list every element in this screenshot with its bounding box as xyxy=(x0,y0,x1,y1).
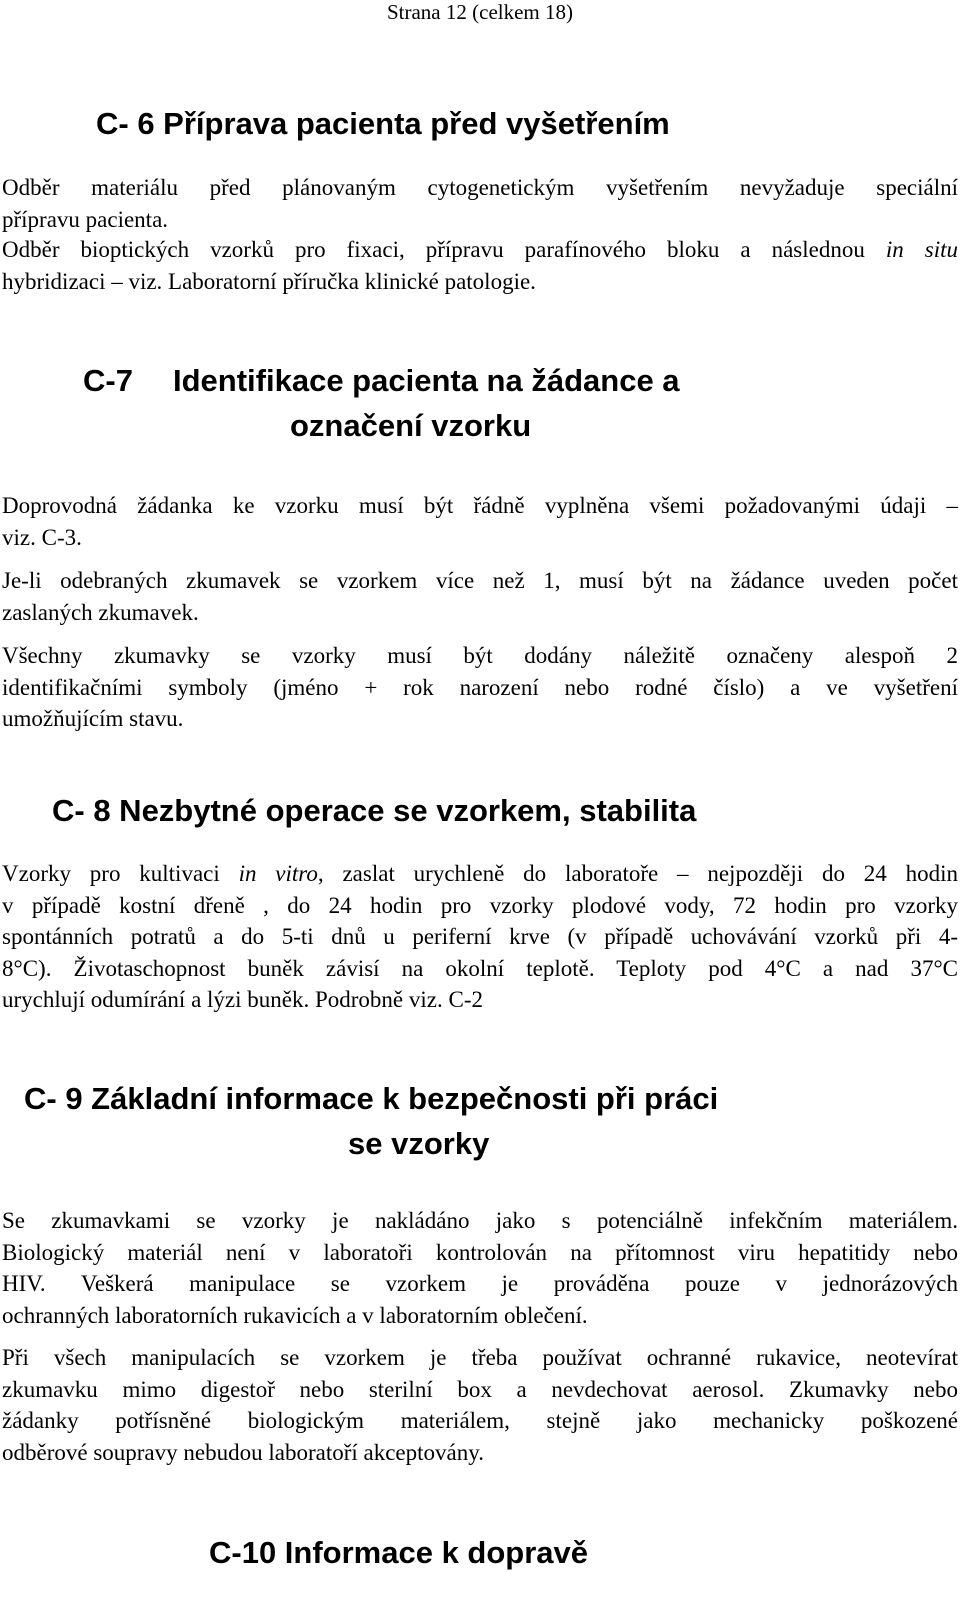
text-run: , zaslat urychleně do laboratoře – nejpozději do 24 hodin xyxy=(317,861,958,886)
section-heading-c8 xyxy=(52,788,696,833)
paragraph-line: ochranných laboratorních rukavicích a v laboratorním oblečení. xyxy=(2,1302,588,1328)
text-run: Odběr bioptických vzorků pro fixaci, přípravu parafínového bloku a následnou xyxy=(2,237,886,262)
paragraph-line xyxy=(2,858,958,890)
paragraph-line xyxy=(2,234,958,266)
text-run: Vzorky pro kultivaci xyxy=(2,861,239,886)
section-heading-c6 xyxy=(96,101,670,146)
section-heading-c7 xyxy=(83,358,680,448)
paragraph-c7-3 xyxy=(2,640,958,735)
paragraph-line: Při všech manipulacích se vzorkem je třeba používat ochranné rukavice, neotevírat xyxy=(2,1345,958,1370)
section-heading-c9-line2: se vzorky xyxy=(348,1126,490,1161)
section-title-text: Identifikace pacienta na žádance a xyxy=(173,363,680,398)
paragraph-line: Odběr materiálu před plánovaným cytogenetickým vyšetřením nevyžaduje speciální xyxy=(2,175,958,200)
section-number: C-7 xyxy=(83,363,133,398)
paragraph-line: Všechny zkumavky se vzorky musí být dodány náležitě označeny alespoň 2 xyxy=(2,643,958,668)
paragraph-line: odběrové soupravy nebudou laboratoří akceptovány. xyxy=(2,1439,484,1465)
section-heading-c9-line1: C- 9 Základní informace k bezpečnosti při práci xyxy=(24,1081,719,1116)
paragraph-c8-1 xyxy=(2,858,958,1016)
paragraph-c9-2 xyxy=(2,1342,958,1468)
paragraph-line: spontánních potratů a do 5-ti dnů u periferní krve (v případě uchovávání vzorků při 4- xyxy=(2,924,958,949)
paragraph-line: Se zkumavkami se vzorky je nakládáno jako s potenciálně infekčním materiálem. xyxy=(2,1208,958,1233)
paragraph-c9-1 xyxy=(2,1205,958,1331)
section-heading-c10 xyxy=(209,1530,588,1575)
italic-term: in situ xyxy=(885,237,959,262)
paragraph-line: Doprovodná žádanka ke vzorku musí být řádně vyplněna všemi požadovanými údaji – xyxy=(2,493,958,518)
paragraph-line: viz. C-3. xyxy=(2,524,82,550)
paragraph-line: 8°C). Životaschopnost buněk závisí na okolní teplotě. Teploty pod 4°C a nad 37°C xyxy=(2,955,958,981)
paragraph-line: Je-li odebraných zkumavek se vzorkem více než 1, musí být na žádance uveden počet xyxy=(2,568,958,593)
section-heading-c7-line2: označení vzorku xyxy=(290,408,532,443)
page-number-header: Strana 12 (celkem 18) xyxy=(386,0,574,24)
section-heading-c9 xyxy=(24,1076,718,1166)
paragraph-c7-1 xyxy=(2,490,958,553)
paragraph-c6-2 xyxy=(2,234,958,297)
paragraph-c6-1 xyxy=(2,172,958,235)
section-heading-c6-text: C- 6 Příprava pacienta před vyšetřením xyxy=(96,106,670,141)
paragraph-line: HIV. Veškerá manipulace se vzorkem je prováděna pouze v jednorázových xyxy=(2,1271,958,1296)
paragraph-line: hybridizaci – viz. Laboratorní příručka klinické patologie. xyxy=(2,268,536,294)
paragraph-line: zaslaných zkumavek. xyxy=(2,599,199,625)
paragraph-line: Biologický materiál není v laboratoři kontrolován na přítomnost viru hepatitidy nebo xyxy=(2,1239,958,1265)
paragraph-line: identifikačními symboly (jméno + rok narození nebo rodné číslo) a ve vyšetření xyxy=(2,674,958,700)
section-heading-c8-text: C- 8 Nezbytné operace se vzorkem, stabilita xyxy=(52,793,697,828)
italic-term: in vitro xyxy=(238,861,318,886)
section-heading-c7-line1 xyxy=(83,358,680,403)
paragraph-line: umožňujícím stavu. xyxy=(2,706,184,731)
section-heading-c10-text: C-10 Informace k dopravě xyxy=(209,1535,589,1570)
paragraph-c7-2 xyxy=(2,565,958,628)
paragraph-line: žádanky potřísněné biologickým materiálem, stejně jako mechanicky poškozené xyxy=(2,1408,958,1433)
paragraph-line: přípravu pacienta. xyxy=(2,206,169,232)
paragraph-line: urychlují odumírání a lýzi buněk. Podrobně viz. C-2 xyxy=(2,987,483,1012)
paragraph-line: zkumavku mimo digestoř nebo sterilní box a nevdechovat aerosol. Zkumavky nebo xyxy=(2,1376,958,1402)
paragraph-line: v případě kostní dřeně , do 24 hodin pro vzorky plodové vody, 72 hodin pro vzorky xyxy=(2,892,958,918)
